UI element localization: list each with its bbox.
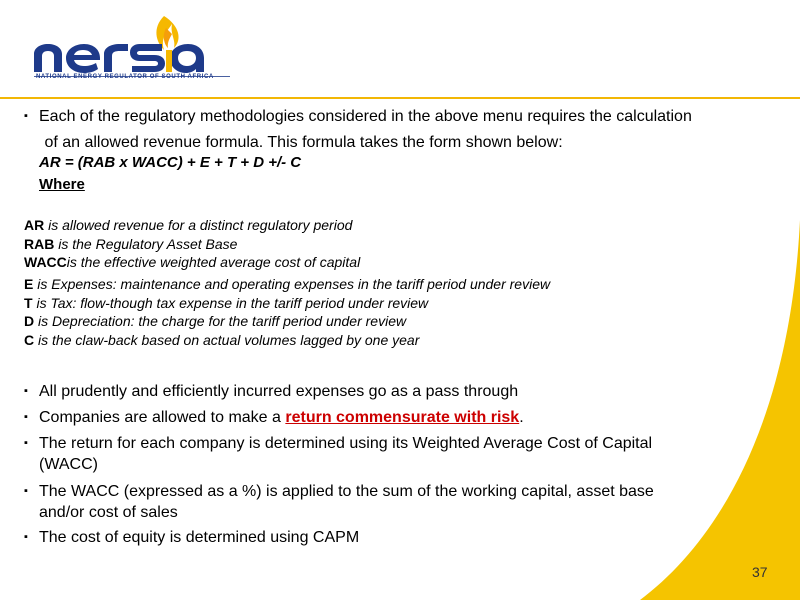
definition-desc: is Tax: flow-though tax expense in the tariff period under review — [32, 295, 429, 311]
definition-desc: is Depreciation: the charge for the tariff period under review — [34, 313, 407, 329]
bullet-text-line-2: and/or cost of sales — [39, 504, 178, 521]
logo-tagline: NATIONAL ENERGY REGULATOR OF SOUTH AFRICA — [36, 74, 214, 80]
bullet-capm — [24, 527, 359, 548]
bullet-text-line-2: (WACC) — [39, 456, 98, 473]
intro-bullet — [24, 106, 692, 127]
intro-line-1: Each of the regulatory methodologies considered in the above menu requires the calculation — [39, 108, 692, 125]
definition-d — [24, 313, 406, 329]
definition-desc: is the Regulatory Asset Base — [54, 236, 238, 252]
definition-term: AR — [24, 217, 45, 233]
bullet-text — [39, 407, 524, 428]
definition-desc: is the claw-back based on actual volumes lagged by one year — [34, 332, 420, 348]
where-heading: Where — [39, 176, 85, 193]
bullet-marker: ▪ — [24, 485, 28, 497]
bullet-marker: ▪ — [24, 437, 28, 449]
bullet-marker: ▪ — [24, 110, 28, 122]
bullet-text-prefix: Companies are allowed to make a — [39, 409, 286, 426]
revenue-formula: AR = (RAB x WACC) + E + T + D +/- C — [39, 154, 302, 171]
definition-term: D — [24, 313, 35, 329]
intro-line-2: of an allowed revenue formula. This formula takes the form shown below: — [40, 134, 563, 151]
bullet-marker: ▪ — [24, 531, 28, 543]
bullet-wacc-return — [24, 433, 652, 475]
bullet-text: The cost of equity is determined using CAPM — [39, 529, 360, 546]
definition-rab — [24, 236, 237, 252]
return-commensurate-link[interactable]: return commensurate with risk — [285, 409, 520, 426]
bullet-text: All prudently and efficiently incurred expenses go as a pass through — [39, 383, 519, 400]
bullet-marker: ▪ — [24, 385, 28, 397]
definition-term: RAB — [24, 236, 55, 252]
definition-e — [24, 276, 550, 292]
definition-term: T — [24, 295, 33, 311]
page-number: 37 — [752, 564, 768, 580]
definition-t — [24, 295, 428, 311]
bullet-text-line-1: The return for each company is determined using its Weighted Average Cost of Capital — [39, 435, 653, 452]
definition-term: WACC — [24, 254, 67, 270]
bullet-wacc-applied — [24, 481, 654, 523]
definition-c — [24, 332, 419, 348]
definition-desc: is allowed revenue for a distinct regulatory period — [44, 217, 353, 233]
definition-wacc — [24, 254, 360, 270]
definition-desc: is Expenses: maintenance and operating expenses in the tariff period under review — [33, 276, 551, 292]
definition-term: C — [24, 332, 35, 348]
header-divider — [0, 97, 800, 99]
bullet-text-line-1: The WACC (expressed as a %) is applied to the sum of the working capital, asset base — [39, 483, 654, 500]
bullet-return-risk — [24, 407, 524, 428]
definition-desc: is the effective weighted average cost of capital — [66, 254, 361, 270]
bullet-text-suffix: . — [519, 409, 524, 426]
definition-ar — [24, 217, 352, 233]
bullet-pass-through — [24, 381, 518, 402]
definition-term: E — [24, 276, 34, 292]
bullet-marker: ▪ — [24, 411, 28, 423]
